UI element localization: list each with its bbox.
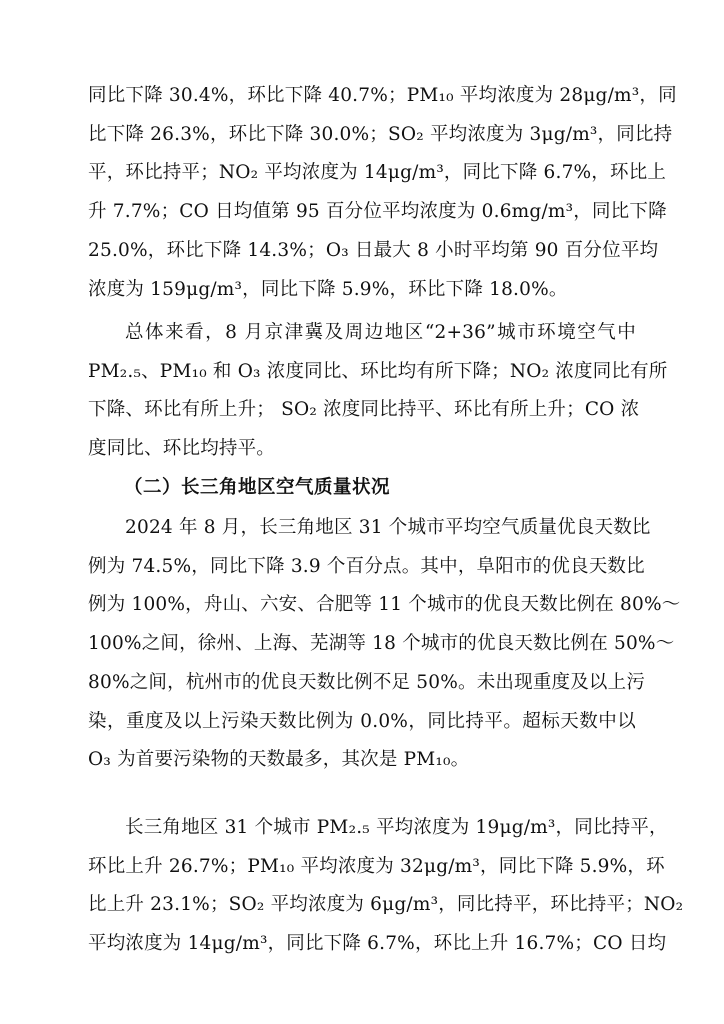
- paragraph-3-line: 例为 100%，舟山、六安、合肥等 11 个城市的优良天数比例在 80%～: [88, 594, 681, 616]
- paragraph-3-line: 2024 年 8 月，长三角地区 31 个城市平均空气质量优良天数比: [125, 517, 651, 538]
- paragraph-2-line: PM₂.₅、PM₁₀ 和 O₃ 浓度同比、环比均有所下降；NO₂ 浓度同比有所: [88, 360, 668, 382]
- paragraph-3-line: 例为 74.5%，同比下降 3.9 个百分点。其中，阜阳市的优良天数比: [88, 555, 645, 577]
- paragraph-1-line: 升 7.7%；CO 日均值第 95 百分位平均浓度为 0.6mg/m³，同比下降: [88, 201, 667, 223]
- paragraph-2-line: 度同比、环比均持平。: [88, 438, 276, 460]
- paragraph-3: [88, 509, 681, 780]
- paragraph-1: [88, 77, 677, 309]
- paragraph-3-line: 染，重度及以上污染天数比例为 0.0%，同比持平。超标天数中以: [88, 710, 636, 732]
- paragraph-1-line: 浓度为 159μg/m³，同比下降 5.9%，环比下降 18.0%。: [88, 278, 568, 300]
- paragraph-1-line: 比下降 26.3%，环比下降 30.0%；SO₂ 平均浓度为 3μg/m³，同比持: [88, 123, 673, 145]
- paragraph-1-line: 25.0%，环比下降 14.3%；O₃ 日最大 8 小时平均第 90 百分位平均: [88, 239, 659, 261]
- paragraph-2-line: 下降、环比有所上升； SO₂ 浓度同比持平、环比有所上升；CO 浓: [88, 399, 640, 421]
- paragraph-4: [88, 809, 684, 964]
- paragraph-3-line: 80%之间，杭州市的优良天数比例不足 50%。未出现重度及以上污: [88, 671, 646, 693]
- paragraph-2: [88, 314, 668, 469]
- paragraph-3-line: O₃ 为首要污染物的天数最多，其次是 PM₁₀。: [88, 749, 470, 771]
- paragraph-4-line: 比上升 23.1%；SO₂ 平均浓度为 6μg/m³，同比持平，环比持平；NO₂: [88, 894, 684, 916]
- paragraph-1-line: 同比下降 30.4%，环比下降 40.7%；PM₁₀ 平均浓度为 28μg/m³，同: [88, 85, 677, 106]
- paragraph-4-line: 环比上升 26.7%；PM₁₀ 平均浓度为 32μg/m³，同比下降 5.9%，环: [88, 855, 665, 877]
- paragraph-3-line: 100%之间，徐州、上海、芜湖等 18 个城市的优良天数比例在 50%～: [88, 633, 675, 655]
- paragraph-1-line: 平，环比持平；NO₂ 平均浓度为 14μg/m³，同比下降 6.7%，环比上: [88, 162, 667, 184]
- section-heading: （二）长三角地区空气质量状况: [124, 477, 391, 498]
- paragraph-4-line: 平均浓度为 14μg/m³，同比下降 6.7%，环比上升 16.7%；CO 日均: [88, 933, 667, 955]
- paragraph-4-line: 长三角地区 31 个城市 PM₂.₅ 平均浓度为 19μg/m³，同比持平，: [125, 817, 668, 838]
- paragraph-2-line: 总体来看，8 月京津冀及周边地区“2+36”城市环境空气中: [125, 322, 636, 343]
